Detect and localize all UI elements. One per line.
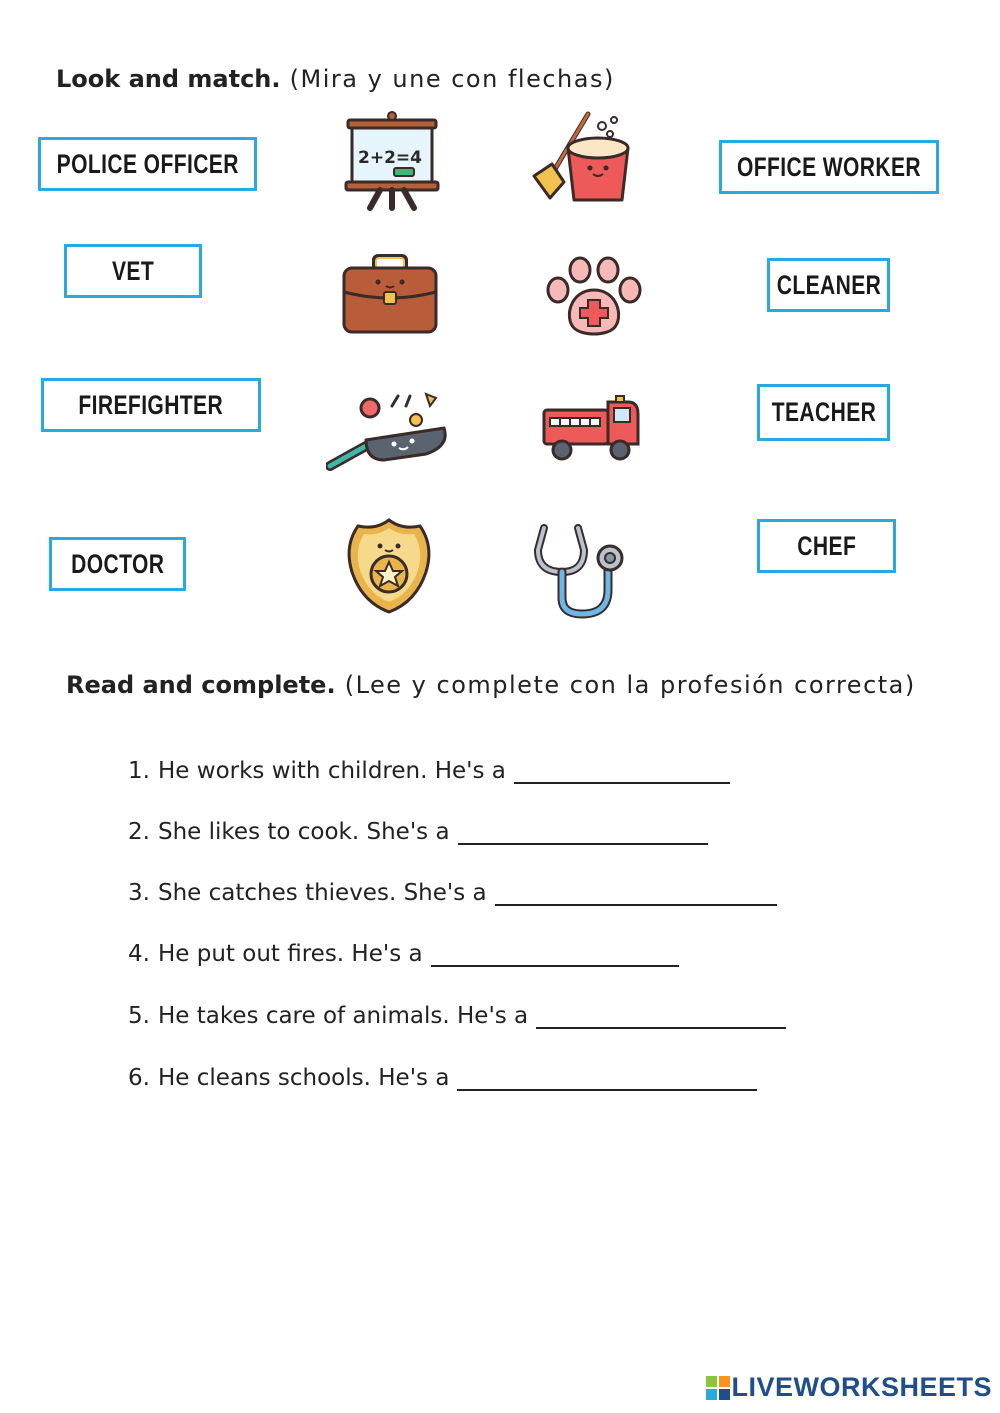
sentence-text: He works with children. He's a bbox=[158, 758, 506, 784]
answer-blank[interactable] bbox=[495, 882, 777, 906]
liveworksheets-logo-text: LIVEWORKSHEETS bbox=[731, 1372, 992, 1402]
answer-blank[interactable] bbox=[431, 943, 679, 967]
sentence-item bbox=[128, 1003, 786, 1029]
sentence-number: 4. bbox=[128, 941, 150, 967]
sentence-number: 5. bbox=[128, 1003, 150, 1029]
answer-blank[interactable] bbox=[536, 1005, 786, 1029]
answer-blank[interactable] bbox=[457, 1067, 757, 1091]
label-text: CLEANER bbox=[776, 269, 881, 300]
label-firefighter[interactable] bbox=[41, 378, 261, 432]
section2-title-rest: (Lee y complete con la profesión correcta) bbox=[335, 671, 916, 699]
chalkboard-icon[interactable] bbox=[340, 108, 444, 212]
police-badge-icon[interactable] bbox=[342, 516, 436, 616]
label-text: TEACHER bbox=[771, 397, 876, 427]
label-text: VET bbox=[111, 255, 155, 286]
svg-text:2+2=4: 2+2=4 bbox=[358, 148, 422, 168]
sentence-number: 3. bbox=[128, 880, 150, 906]
section1-title-rest: (Mira y une con flechas) bbox=[280, 65, 615, 93]
label-text: FIREFIGHTER bbox=[78, 389, 224, 420]
section2-title-bold: Read and complete. bbox=[66, 671, 336, 699]
section1-title-bold: Look and match. bbox=[56, 65, 281, 93]
sentence-text: He put out fires. He's a bbox=[158, 941, 423, 967]
section1-heading bbox=[56, 62, 615, 94]
answer-blank[interactable] bbox=[514, 760, 730, 784]
sentence-item bbox=[128, 1065, 757, 1091]
label-text: DOCTOR bbox=[70, 548, 165, 579]
label-doctor[interactable] bbox=[49, 537, 186, 591]
frying-pan-icon[interactable] bbox=[326, 390, 450, 476]
label-text: OFFICE WORKER bbox=[736, 151, 922, 182]
sentence-text: He cleans schools. He's a bbox=[158, 1065, 450, 1091]
broom-bucket-icon[interactable] bbox=[530, 104, 634, 208]
label-teacher[interactable] bbox=[757, 384, 890, 441]
sentence-item bbox=[128, 819, 708, 845]
sentence-item bbox=[128, 758, 730, 784]
sentence-number: 6. bbox=[128, 1065, 150, 1091]
label-chef[interactable] bbox=[757, 519, 896, 573]
section2-heading bbox=[66, 668, 916, 700]
sentence-number: 1. bbox=[128, 758, 150, 784]
fire-truck-icon[interactable] bbox=[540, 392, 644, 464]
sentence-item bbox=[128, 880, 777, 906]
sentence-item bbox=[128, 941, 679, 967]
label-cleaner[interactable] bbox=[767, 258, 890, 312]
label-vet[interactable] bbox=[64, 244, 202, 298]
liveworksheets-logo-icon bbox=[705, 1375, 731, 1401]
liveworksheets-logo[interactable] bbox=[705, 1372, 992, 1403]
sentence-text: She catches thieves. She's a bbox=[158, 880, 487, 906]
briefcase-icon[interactable] bbox=[340, 252, 440, 336]
label-text: POLICE OFFICER bbox=[56, 148, 239, 179]
answer-blank[interactable] bbox=[458, 821, 708, 845]
stethoscope-icon[interactable] bbox=[530, 520, 634, 620]
label-text: CHEF bbox=[797, 530, 856, 561]
sentence-text: She likes to cook. She's a bbox=[158, 819, 450, 845]
sentence-text: He takes care of animals. He's a bbox=[158, 1003, 529, 1029]
label-office-worker[interactable] bbox=[719, 140, 939, 194]
paw-cross-icon[interactable] bbox=[542, 256, 646, 340]
sentence-number: 2. bbox=[128, 819, 150, 845]
label-police-officer[interactable] bbox=[38, 137, 257, 191]
